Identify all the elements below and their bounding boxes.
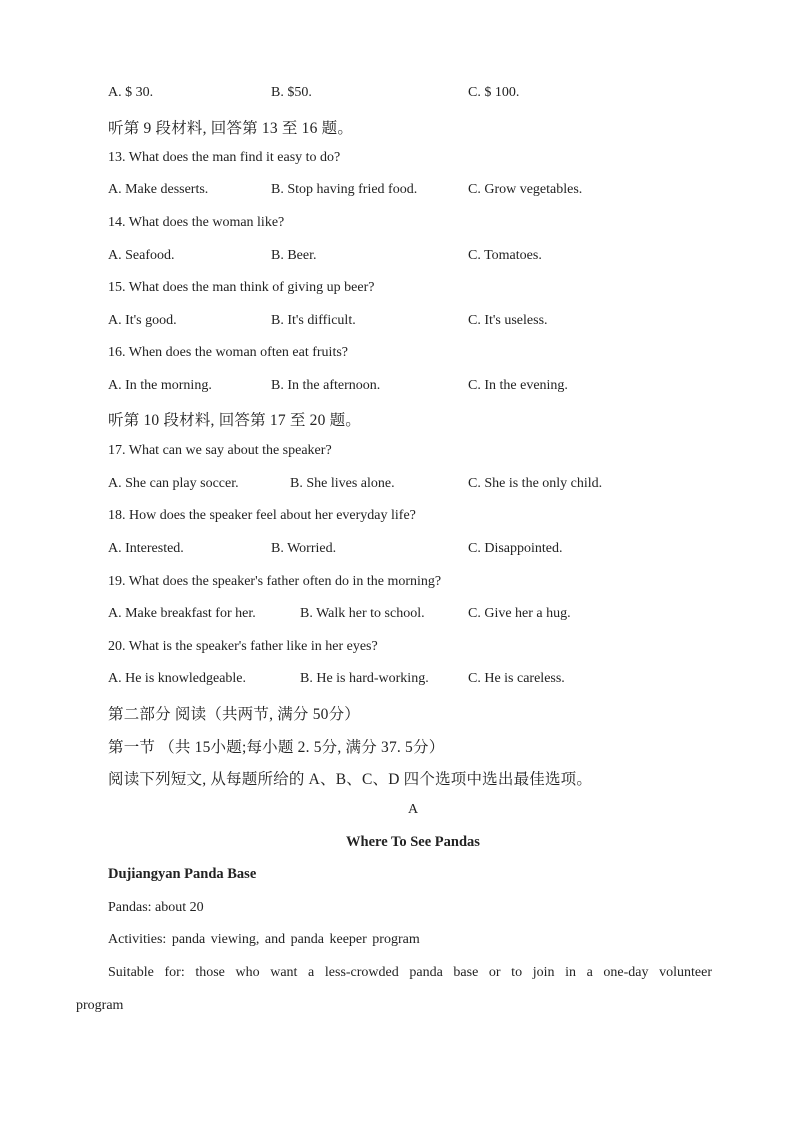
q12-option-a: A. $ 30. [108, 85, 154, 100]
q13-question: 13. What does the man find it easy to do? [108, 150, 341, 165]
q15-option-a: A. It's good. [108, 313, 177, 328]
section9-heading: 听第 9 段材料, 回答第 13 至 16 题。 [108, 120, 354, 137]
reading-instructions: 阅读下列短文, 从每题所给的 A、B、C、D 四个选项中选出最佳选项。 [108, 771, 593, 788]
q15-question: 15. What does the man think of giving up beer? [108, 280, 375, 295]
q18-option-a: A. Interested. [108, 541, 184, 556]
q18-option-c: C. Disappointed. [468, 541, 563, 556]
q12-option-b: B. $50. [271, 85, 312, 100]
q13-option-a: A. Make desserts. [108, 182, 209, 197]
passage-title: Where To See Pandas [346, 834, 480, 850]
q20-option-c: C. He is careless. [468, 671, 565, 686]
q19-option-b: B. Walk her to school. [300, 606, 425, 621]
q16-option-c: C. In the evening. [468, 378, 568, 393]
activities-text: Activities: panda viewing, and panda keeper program [108, 932, 420, 947]
q16-option-a: A. In the morning. [108, 378, 212, 393]
q17-option-c: C. She is the only child. [468, 476, 603, 491]
q14-option-c: C. Tomatoes. [468, 248, 542, 263]
pandas-count: Pandas: about 20 [108, 900, 204, 915]
q14-question: 14. What does the woman like? [108, 215, 285, 230]
q18-option-b: B. Worried. [271, 541, 337, 556]
q15-option-c: C. It's useless. [468, 313, 548, 328]
passage-label: A [407, 802, 419, 817]
q15-option-b: B. It's difficult. [271, 313, 356, 328]
q16-option-b: B. In the afternoon. [271, 378, 381, 393]
section10-heading: 听第 10 段材料, 回答第 17 至 20 题。 [108, 412, 362, 429]
q19-option-c: C. Give her a hug. [468, 606, 571, 621]
q18-question: 18. How does the speaker feel about her everyday life? [108, 508, 416, 523]
q20-option-a: A. He is knowledgeable. [108, 671, 247, 686]
q17-question: 17. What can we say about the speaker? [108, 443, 332, 458]
q14-option-b: B. Beer. [271, 248, 317, 263]
section1-heading: 第一节 （共 15小题;每小题 2. 5分, 满分 37. 5分） [108, 739, 445, 756]
part2-heading: 第二部分 阅读（共两节, 满分 50分） [108, 706, 361, 723]
q20-question: 20. What is the speaker's father like in her eyes? [108, 639, 378, 654]
q19-question: 19. What does the speaker's father often do in the morning? [108, 574, 442, 589]
suitable-for-paragraph: Suitable for: those who want a less-crowded panda base or to join in a one-day volunteer program [76, 965, 712, 1013]
q16-question: 16. When does the woman often eat fruits? [108, 345, 349, 360]
q12-option-c: C. $ 100. [468, 85, 520, 100]
q14-option-a: A. Seafood. [108, 248, 175, 263]
q20-option-b: B. He is hard-working. [300, 671, 429, 686]
q17-option-a: A. She can play soccer. [108, 476, 239, 491]
panda-base-name: Dujiangyan Panda Base [108, 866, 257, 882]
q17-option-b: B. She lives alone. [290, 476, 395, 491]
q19-option-a: A. Make breakfast for her. [108, 606, 256, 621]
q13-option-b: B. Stop having fried food. [271, 182, 418, 197]
q13-option-c: C. Grow vegetables. [468, 182, 583, 197]
